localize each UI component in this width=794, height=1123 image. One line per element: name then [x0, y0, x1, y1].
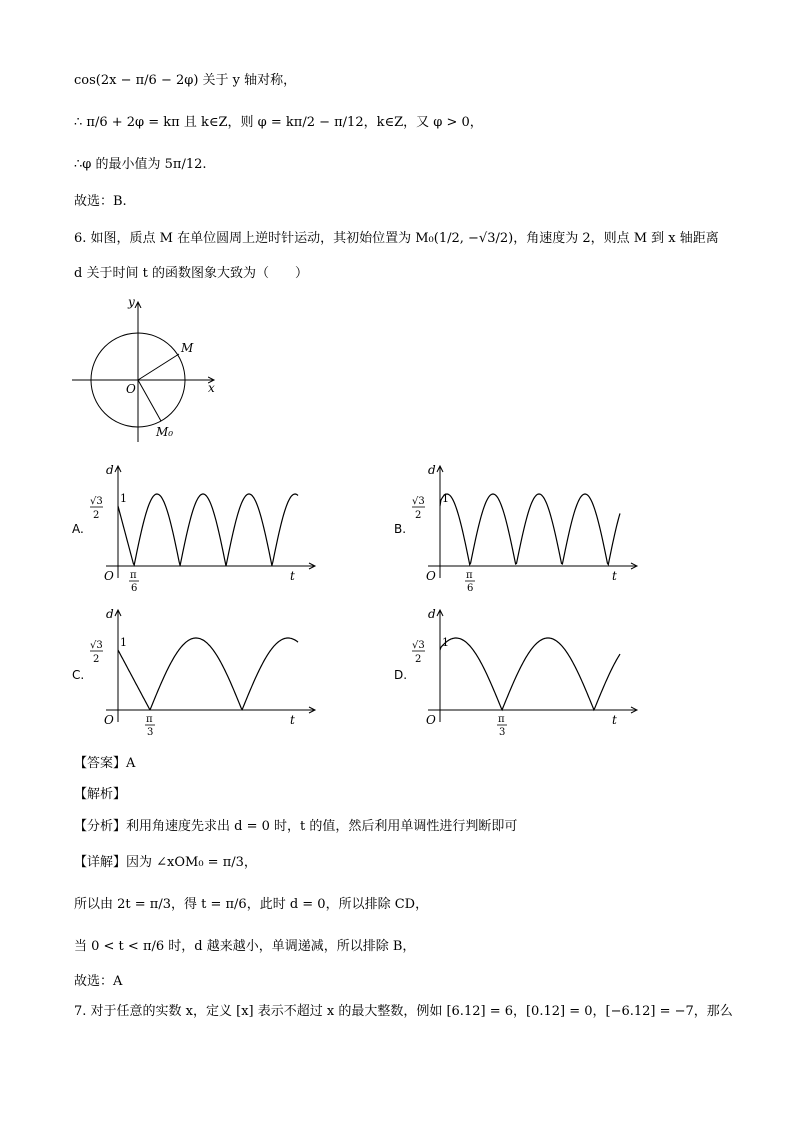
y-tick-numerator: √3: [90, 640, 103, 651]
y-tick-denominator: 2: [93, 510, 100, 521]
d-curve: [440, 494, 620, 565]
solution-choice: 故选：B.: [74, 194, 127, 209]
t-axis-label: t: [290, 713, 295, 727]
question-7-line: 7. 对于任意的实数 x，定义 [x] 表示不超过 x 的最大整数，例如 [6.12] = 6，[0.12] = 0，[−6.12] = −7，那么: [74, 1004, 733, 1019]
origin-label: O: [104, 569, 114, 583]
y-one-label: 1: [120, 636, 127, 649]
detail-line: 【详解】因为 ∠xOM₀ = π/3，: [74, 855, 257, 870]
option-graph: [412, 606, 652, 736]
option-letter: B.: [394, 522, 407, 536]
d-axis-label: d: [106, 463, 114, 477]
point-m-label: M: [181, 341, 194, 355]
solution-line-3: ∴φ 的最小值为 5π/12.: [74, 157, 207, 172]
x-axis-label: x: [208, 381, 215, 395]
option-graph: [90, 462, 330, 592]
t-tick-denominator: 3: [147, 727, 154, 736]
question-6-line-2: d 关于时间 t 的函数图象大致为（ ）: [74, 266, 308, 281]
detail-step-1: 所以由 2t = π/3，得 t = π/6，此时 d = 0，所以排除 CD，: [74, 897, 429, 912]
t-tick-numerator: π: [146, 714, 153, 725]
y-tick-numerator: √3: [412, 640, 425, 651]
d-curve: [118, 638, 298, 710]
y-one-label: 1: [442, 492, 449, 505]
d-axis-label: d: [428, 463, 436, 477]
d-curve: [440, 638, 620, 710]
t-axis-label: t: [612, 569, 617, 583]
t-tick-denominator: 6: [131, 583, 138, 592]
d-axis-label: d: [428, 607, 436, 621]
radius-om0: [138, 380, 161, 421]
detail-step-2: 当 0 < t < π/6 时，d 越来越小，单调递减，所以排除 B，: [74, 939, 416, 954]
y-tick-denominator: 2: [415, 510, 422, 521]
final-choice: 故选：A: [74, 974, 123, 989]
option-letter: A.: [72, 522, 84, 536]
radius-om: [138, 354, 179, 380]
analysis-line: 【分析】利用角速度先求出 d = 0 时，t 的值，然后利用单调性进行判断即可: [74, 819, 518, 834]
t-tick-numerator: π: [466, 570, 473, 581]
option-graph: [412, 462, 652, 592]
t-axis-label: t: [612, 713, 617, 727]
solution-line-1: cos(2x − π/6 − 2φ) 关于 y 轴对称，: [74, 73, 297, 88]
y-axis-label: y: [128, 296, 135, 309]
option-letter: C.: [72, 668, 85, 682]
y-tick-denominator: 2: [93, 654, 100, 665]
option-graph: [90, 606, 330, 736]
y-one-label: 1: [442, 636, 449, 649]
y-tick-numerator: √3: [90, 496, 103, 507]
origin-label: O: [104, 713, 114, 727]
unit-circle-figure: [68, 296, 228, 446]
option-letter: D.: [394, 668, 408, 682]
y-tick-numerator: √3: [412, 496, 425, 507]
t-tick-numerator: π: [130, 570, 137, 581]
point-m0-label: M₀: [156, 425, 174, 439]
d-axis-label: d: [106, 607, 114, 621]
t-tick-numerator: π: [498, 714, 505, 725]
t-tick-denominator: 3: [499, 727, 506, 736]
y-tick-denominator: 2: [415, 654, 422, 665]
t-axis-label: t: [290, 569, 295, 583]
origin-label: O: [426, 569, 436, 583]
analysis-heading: 【解析】: [74, 787, 127, 802]
solution-line-2: ∴ π/6 + 2φ = kπ 且 k∈Z，则 φ = kπ/2 − π/12，k∈Z，又 φ > 0，: [74, 115, 483, 130]
y-one-label: 1: [120, 492, 127, 505]
origin-label: O: [126, 382, 136, 396]
origin-label: O: [426, 713, 436, 727]
answer-line: 【答案】A: [74, 756, 136, 771]
t-tick-denominator: 6: [467, 583, 474, 592]
d-curve: [118, 494, 298, 566]
question-6-line-1: 6. 如图，质点 M 在单位圆周上逆时针运动，其初始位置为 M₀(1/2, −√3/2)，角速度为 2，则点 M 到 x 轴距离: [74, 231, 719, 246]
